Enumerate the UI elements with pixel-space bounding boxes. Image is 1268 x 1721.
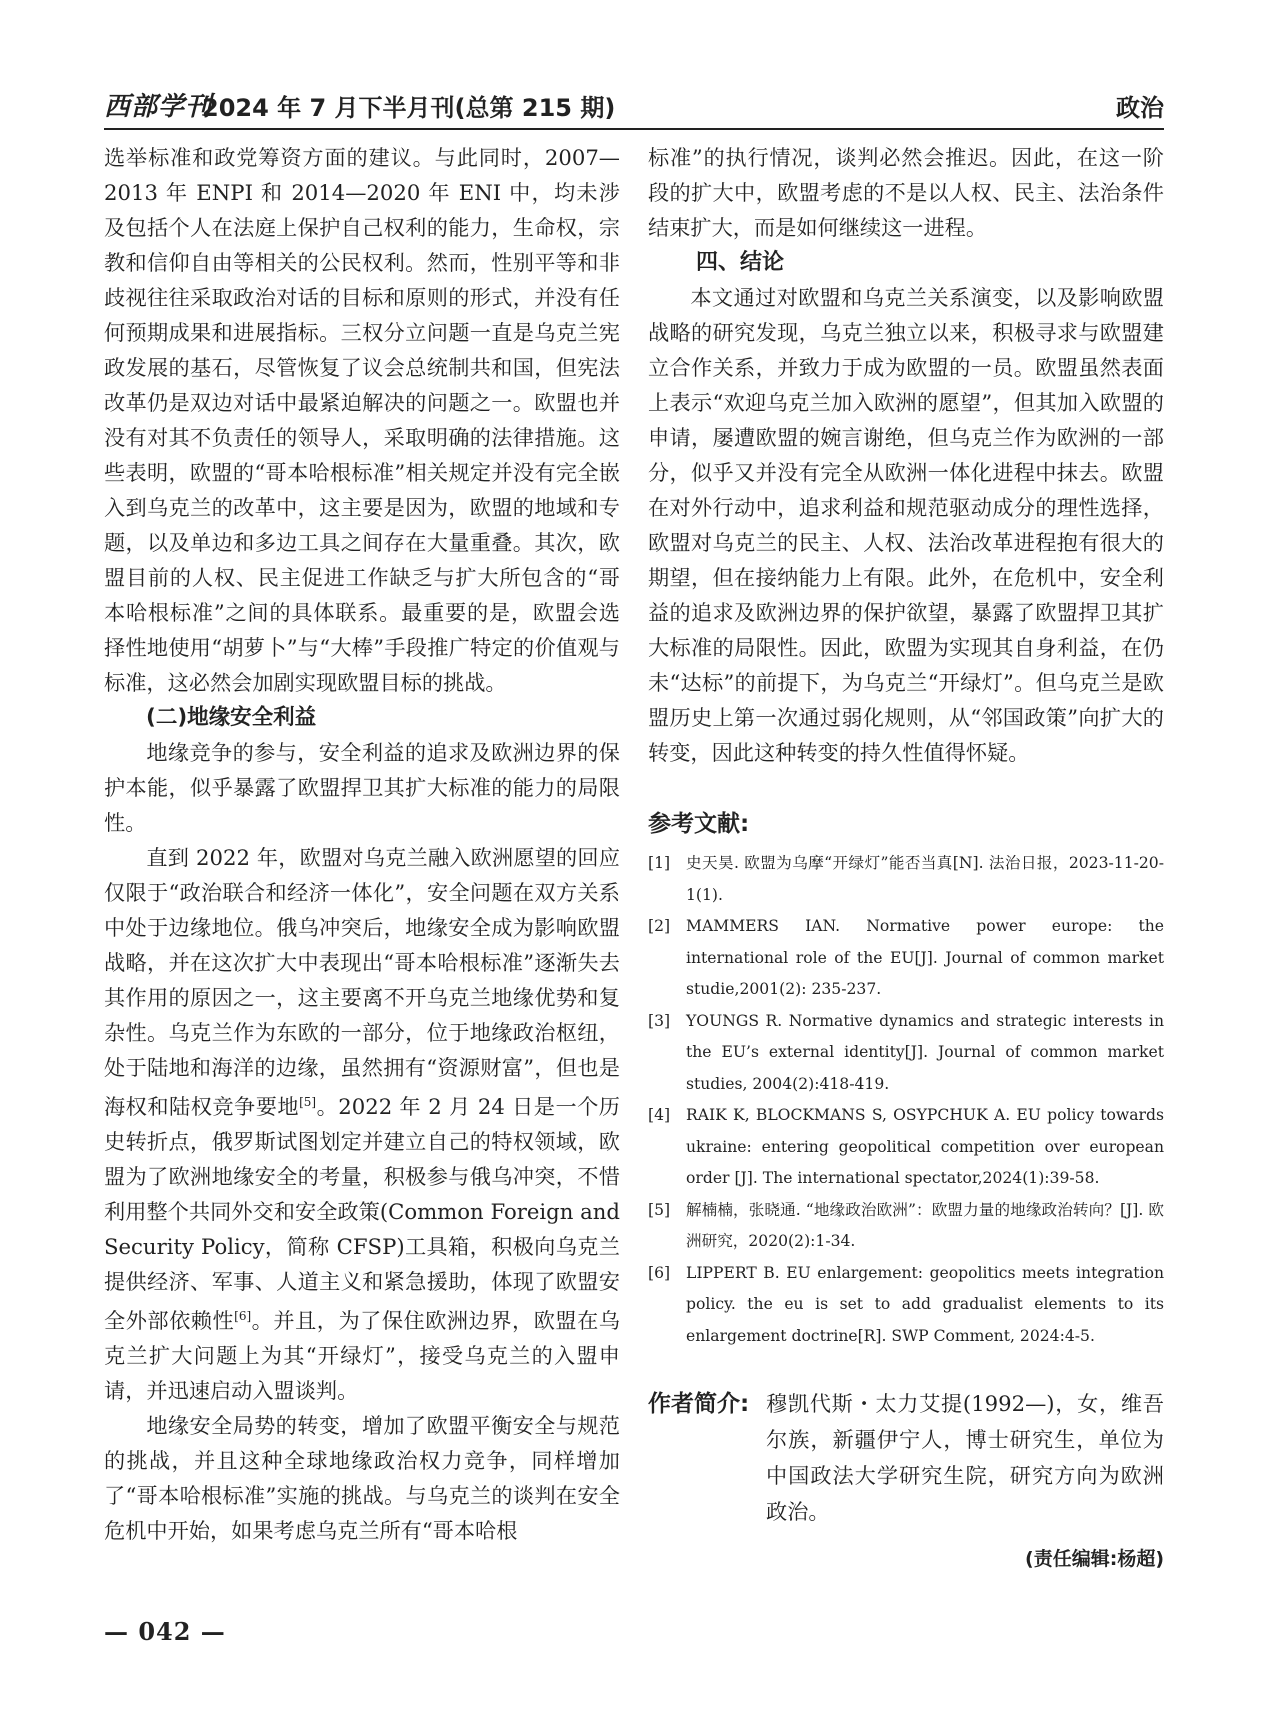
reference-text: 解楠楠，张晓通. “地缘政治欧洲”：欧盟力量的地缘政治转向？[J]. 欧洲研究，2020(2):1-34. [686,1200,1164,1250]
paragraph [104,840,620,1408]
paragraph-text: 直到 2022 年，欧盟对乌克兰融入欧洲愿望的回应仅限于“政治联合和经济一体化”，安全问题在双方关系中处于边缘地位。俄乌冲突后，地缘安全成为影响欧盟战略，并在这次扩大中表现出“哥本哈根标准”逐渐失去其作用的原因之一，这主要离不开乌克兰地缘优势和复杂性。乌克兰作为东欧的一部分，位于地缘政治枢纽，处于陆地和海洋的边缘，虽然拥有“资源财富”，但也是海权和陆权竞争要地 [104,845,620,1120]
paragraph: 地缘安全局势的转变，增加了欧盟平衡安全与规范的挑战，并且这种全球地缘政治权力竞争，同样增加了“哥本哈根标准”实施的挑战。与乌克兰的谈判在安全危机中开始，如果考虑乌克兰所有“哥本哈根 [104,1413,620,1544]
reference-item [648,1195,1164,1258]
reference-text: LIPPERT B. EU enlargement: geopolitics meets integration policy. the eu is set to add gradualist elements to its enlargement doctrine[R]. SWP Comment, 2024:4-5. [686,1263,1164,1345]
section-heading: 四、结论 [696,250,785,275]
page-number: — 042 — [104,1617,226,1646]
reference-number: [4] [648,1106,671,1124]
reference-item [648,1258,1164,1353]
paragraph-text: 。2022 年 2 月 24 日是一个历史转折点，俄罗斯试图划定并建立自己的特权领域，欧盟为了欧洲地缘安全的考量，积极参与俄乌冲突，不惜利用整个共同外交和安全政策(Common Foreign and Security Policy，简称 CFSP)工具箱，积极向乌克兰提供经济、军事、人道主义和紧急援助，体现了欧盟安全外部依赖性 [104,1094,620,1334]
left-column [104,140,620,1548]
author-bio [648,1386,1164,1530]
citation: [6] [234,1309,252,1324]
paragraph: 本文通过对欧盟和乌克兰关系演变，以及影响欧盟战略的研究发现，乌克兰独立以来，积极寻求与欧盟建立合作关系，并致力于成为欧盟的一员。欧盟虽然表面上表示“欢迎乌克兰加入欧洲的愿望”，但其加入欧盟的申请，屡遭欧盟的婉言谢绝，但乌克兰作为欧洲的一部分，似乎又并没有完全从欧洲一体化进程中抹去。欧盟在对外行动中，追求利益和规范驱动成分的理性选择，欧盟对乌克兰的民主、人权、法治改革进程抱有很大的期望，但在接纳能力上有限。此外，在危机中，安全利益的追求及欧洲边界的保护欲望，暴露了欧盟捍卫其扩大标准的局限性。因此，欧盟为实现其自身利益，在仍未“达标”的前提下，为乌克兰“开绿灯”。但乌克兰是欧盟历史上第一次通过弱化规则，从“邻国政策”向扩大的转变，因此这种转变的持久性值得怀疑。 [648,285,1164,765]
paragraph-text: 。并且，为了保住欧洲边界，欧盟在乌克兰扩大问题上为其“开绿灯”，接受乌克兰的入盟申请，并迅速启动入盟谈判。 [104,1308,620,1404]
reference-number: [3] [648,1011,671,1030]
reference-text: RAIK K, BLOCKMANS S, OSYPCHUK A. EU policy towards ukraine: entering geopolitical competition over european order [J]. The international spectator,2024(1):39-58. [686,1106,1164,1187]
reference-item [648,911,1164,1006]
paragraph: 标准”的执行情况，谈判必然会推迟。因此，在这一阶段的扩大中，欧盟考虑的不是以人权、民主、法治条件结束扩大，而是如何继续这一进程。 [648,145,1164,240]
reference-text: MAMMERS IAN. Normative power europe: the international role of the EU[J]. Journal of common market studie,2001(2): 235-237. [686,917,1164,998]
paragraph: 选举标准和政党筹资方面的建议。与此同时，2007—2013 年 ENPI 和 2014—2020 年 ENI 中，均未涉及包括个人在法庭上保护自己权利的能力，生命权，宗教和信仰自由等相关的公民权利。然而，性别平等和非歧视往往采取政治对话的目标和原则的形式，并没有任何预期成果和进展指标。三权分立问题一直是乌克兰宪政发展的基石，尽管恢复了议会总统制共和国，但宪法改革仍是双边对话中最紧迫解决的问题之一。欧盟也并没有对其不负责任的领导人，采取明确的法律措施。这些表明，欧盟的“哥本哈根标准”相关规定并没有完全嵌入到乌克兰的改革中，这主要是因为，欧盟的地域和专题，以及单边和多边工具之间存在大量重叠。其次，欧盟目前的人权、民主促进工作缺乏与扩大所包含的“哥本哈根标准”之间的具体联系。最重要的是，欧盟会选择性地使用“胡萝卜”与“大棒”手段推广特定的价值观与标准，这必然会加剧实现欧盟目标的挑战。 [104,145,620,695]
references-title: 参考文献: [648,811,750,837]
subsection-heading: (二)地缘安全利益 [146,705,317,730]
reference-text: YOUNGS R. Normative dynamics and strategic interests in the EU’s external identity[J]. Journal of common market studies, 2004(2):418-419. [686,1011,1164,1093]
reference-item [648,1100,1164,1195]
responsible-editor: (责任编辑:杨超) [1025,1548,1164,1570]
header-rule [104,128,1164,130]
reference-number: [5] [648,1200,671,1219]
section-name: 政治 [1116,94,1164,122]
reference-item [648,1006,1164,1101]
page-header [104,84,1164,124]
reference-number: [2] [648,917,671,935]
reference-text: 史天昊. 欧盟为乌摩“开绿灯”能否当真[N]. 法治日报，2023-11-20-1(1). [686,854,1164,904]
right-column [648,140,1164,1571]
author-label: 作者简介: [648,1391,750,1417]
citation: [5] [299,1095,317,1109]
author-text: 穆凯代斯・太力艾提(1992—)，女，维吾尔族，新疆伊宁人，博士研究生，单位为中国政法大学研究生院，研究方向为欧洲政治。 [766,1391,1164,1524]
paragraph: 地缘竞争的参与，安全利益的追求及欧洲边界的保护本能，似乎暴露了欧盟捍卫其扩大标准的能力的局限性。 [104,740,620,835]
journal-issue: 2024 年 7 月下半月刊(总第 215 期) [202,94,616,122]
reference-list [648,848,1164,1352]
reference-number: [6] [648,1263,671,1282]
reference-item [648,848,1164,911]
journal-logo: 西部学刊 [104,92,213,122]
reference-number: [1] [648,854,671,872]
